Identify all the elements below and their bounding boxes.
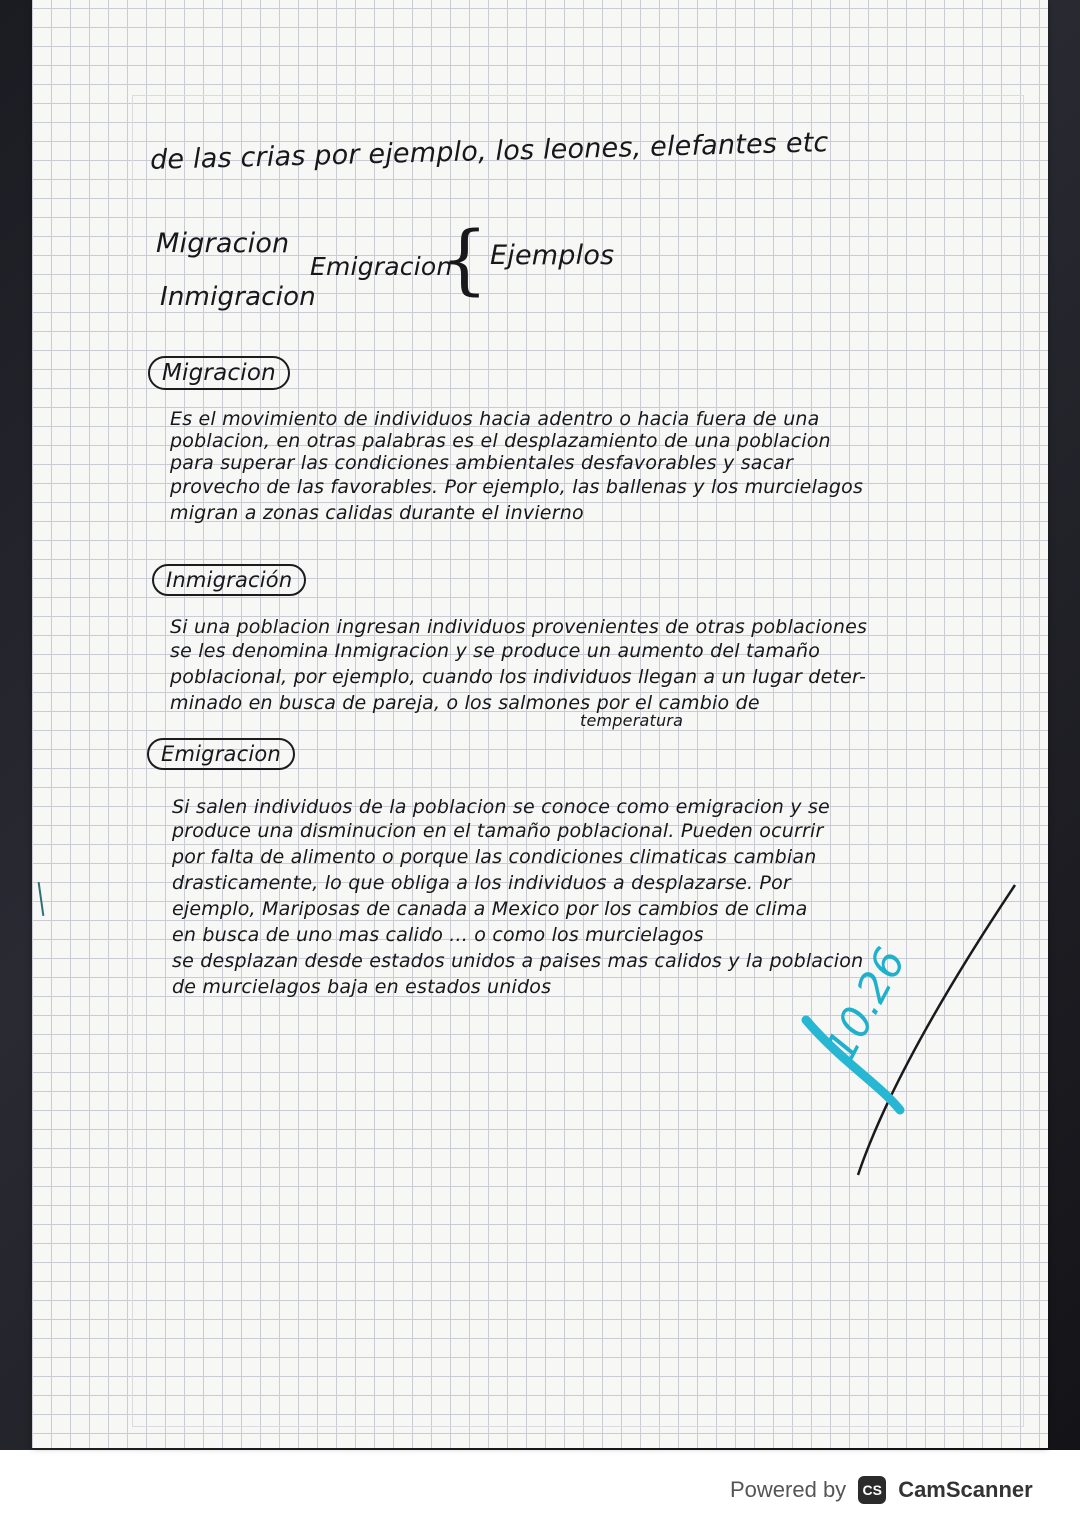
camscanner-logo-icon: CS [858, 1476, 886, 1504]
curly-brace-icon: { [440, 214, 489, 303]
body-line: de murcielagos baja en estados unidos [172, 976, 552, 998]
body-line: por falta de alimento o porque las condiciones climaticas cambian [172, 846, 817, 868]
body-line: Si una poblacion ingresan individuos provenientes de otras poblaciones [170, 616, 868, 638]
diagram-label-migracion: Migracion [156, 228, 290, 259]
body-line: poblacion, en otras palabras es el desplazamiento de una poblacion [170, 430, 831, 452]
body-line: produce una disminucion en el tamaño poblacional. Pueden ocurrir [172, 820, 824, 842]
body-line: en busca de uno mas calido ... o como los murcielagos [172, 924, 704, 946]
body-line: Es el movimiento de individuos hacia adentro o hacia fuera de una [170, 408, 820, 430]
diagram-label-ejemplos: Ejemplos [490, 240, 615, 271]
body-line: Si salen individuos de la poblacion se conoce como emigracion y se [172, 796, 830, 818]
powered-by-label: Powered by [730, 1477, 847, 1502]
body-line: temperatura [580, 711, 684, 730]
diagram-label-inmigracion: Inmigracion [160, 282, 316, 312]
body-line: ejemplo, Mariposas de canada a Mexico por los cambios de clima [172, 898, 808, 920]
body-line: minado en busca de pareja, o los salmones por el cambio de [170, 692, 760, 714]
body-line: se les denomina Inmigracion y se produce un aumento del tamaño [170, 640, 821, 662]
body-line: se desplazan desde estados unidos a paises mas calidos y la poblacion [172, 950, 864, 972]
body-line: provecho de las favorables. Por ejemplo, las ballenas y los murcielagos [170, 476, 864, 498]
diagram-label-emigracion: Emigracion [310, 252, 453, 281]
top-line-text: de las crias por ejemplo, los leones, elefantes etc [149, 127, 829, 176]
camscanner-footer [730, 1470, 1060, 1510]
camscanner-brand: CamScanner [898, 1477, 1033, 1502]
body-line: drasticamente, lo que obliga a los individuos a desplazarse. Por [172, 872, 791, 894]
body-line: migran a zonas calidas durante el invierno [170, 502, 584, 524]
grade-mark: 10.26 [815, 939, 915, 1070]
section-heading-migracion: Migracion [148, 356, 290, 390]
body-line: poblacional, por ejemplo, cuando los individuos llegan a un lugar deter- [170, 666, 867, 688]
section-heading-inmigracion: Inmigración [152, 564, 306, 596]
body-line: para superar las condiciones ambientales desfavorables y sacar [170, 452, 794, 474]
section-heading-emigracion: Emigracion [147, 738, 295, 770]
